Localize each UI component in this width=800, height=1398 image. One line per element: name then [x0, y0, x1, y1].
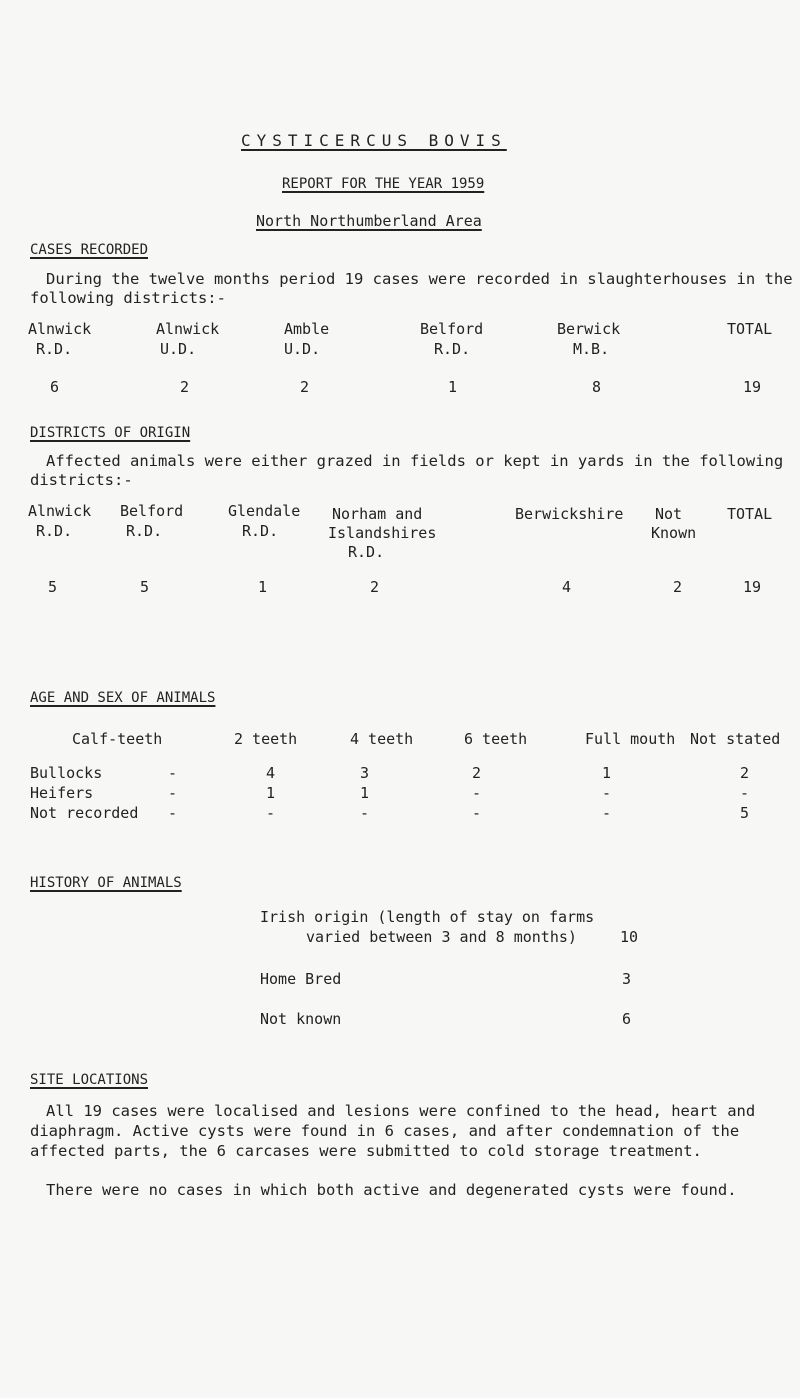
age-header-4-teeth: 4 teeth [350, 730, 414, 748]
origin-col-6-value: 2 [673, 578, 683, 596]
cases-col-1-value: 6 [50, 378, 60, 396]
age-cell: 1 [266, 784, 276, 802]
origin-col-4-label-2: Islandshires [328, 524, 437, 542]
cases-intro-line-2: following districts:- [30, 289, 226, 307]
origin-col-7-value: 19 [743, 578, 762, 596]
site-para-line-3: affected parts, the 6 carcases were submitted to cold storage treatment. [30, 1142, 702, 1160]
origin-col-1-label-1: Alnwick [28, 502, 92, 520]
age-cell: - [602, 804, 612, 822]
history-not-known-label: Not known [260, 1010, 342, 1028]
history-home-bred-label: Home Bred [260, 970, 342, 988]
history-home-bred-value: 3 [622, 970, 632, 988]
document-title: CYSTICERCUS BOVIS [241, 131, 507, 150]
origin-col-2-label-1: Belford [120, 502, 184, 520]
cases-col-5-label-2: M.B. [573, 340, 610, 358]
age-cell: - [472, 804, 482, 822]
origin-intro-line-1: Affected animals were either grazed in fields or kept in yards in the following [46, 452, 784, 470]
cases-col-6-value: 19 [743, 378, 762, 396]
cases-col-2-label-1: Alnwick [156, 320, 220, 338]
cases-col-2-value: 2 [180, 378, 190, 396]
age-cell: - [472, 784, 482, 802]
report-year: REPORT FOR THE YEAR 1959 [282, 176, 485, 192]
age-cell: 5 [740, 804, 750, 822]
origin-col-1-label-2: R.D. [36, 522, 73, 540]
age-row-label: Heifers [30, 784, 94, 802]
origin-col-3-value: 1 [258, 578, 268, 596]
age-cell: - [266, 804, 276, 822]
history-irish-line-2: varied between 3 and 8 months) [306, 928, 577, 946]
site-para-line-2: diaphragm. Active cysts were found in 6 cases, and after condemnation of the [30, 1122, 740, 1140]
origin-col-6-label-2: Known [651, 524, 697, 542]
cases-intro-line-1: During the twelve months period 19 cases were recorded in slaughterhouses in the [46, 270, 793, 288]
cases-col-5-value: 8 [592, 378, 602, 396]
history-irish-value: 10 [620, 928, 639, 946]
age-cell: - [168, 804, 178, 822]
age-cell: 1 [360, 784, 370, 802]
age-cell: 4 [266, 764, 276, 782]
age-cell: - [168, 784, 178, 802]
cases-col-4-label-1: Belford [420, 320, 484, 338]
origin-col-1-value: 5 [48, 578, 58, 596]
origin-col-3-label-2: R.D. [242, 522, 279, 540]
origin-intro-line-2: districts:- [30, 471, 133, 489]
origin-col-6-label-1: Not [655, 505, 683, 523]
section-heading-origin: DISTRICTS OF ORIGIN [30, 425, 191, 441]
origin-col-5-label-1: Berwickshire [515, 505, 624, 523]
age-cell: - [168, 764, 178, 782]
age-cell: 2 [472, 764, 482, 782]
age-cell: - [360, 804, 370, 822]
cases-col-6-label-1: TOTAL [727, 320, 773, 338]
age-header-not-stated: Not stated [690, 730, 781, 748]
cases-col-1-label-2: R.D. [36, 340, 73, 358]
cases-col-5-label-1: Berwick [557, 320, 621, 338]
cases-col-3-value: 2 [300, 378, 310, 396]
site-para-line-4: There were no cases in which both active and degenerated cysts were found. [46, 1181, 737, 1199]
section-heading-history: HISTORY OF ANIMALS [30, 875, 182, 891]
age-row-label: Bullocks [30, 764, 103, 782]
origin-col-2-value: 5 [140, 578, 150, 596]
area-name: North Northumberland Area [256, 212, 482, 230]
origin-col-7-label-1: TOTAL [727, 505, 773, 523]
age-cell: - [740, 784, 750, 802]
cases-col-2-label-2: U.D. [160, 340, 197, 358]
cases-col-3-label-2: U.D. [284, 340, 321, 358]
origin-col-4-label-1: Norham and [332, 505, 423, 523]
age-header-calf-teeth: Calf-teeth [72, 730, 163, 748]
cases-col-4-label-2: R.D. [434, 340, 471, 358]
origin-col-3-label-1: Glendale [228, 502, 301, 520]
section-heading-age-sex: AGE AND SEX OF ANIMALS [30, 690, 216, 706]
section-heading-cases: CASES RECORDED [30, 242, 149, 258]
age-header-2-teeth: 2 teeth [234, 730, 298, 748]
age-cell: 1 [602, 764, 612, 782]
cases-col-4-value: 1 [448, 378, 458, 396]
history-not-known-value: 6 [622, 1010, 632, 1028]
site-para-line-1: All 19 cases were localised and lesions were confined to the head, heart and [46, 1102, 756, 1120]
origin-col-5-value: 4 [562, 578, 572, 596]
cases-col-1-label-1: Alnwick [28, 320, 92, 338]
age-cell: 2 [740, 764, 750, 782]
age-header-6-teeth: 6 teeth [464, 730, 528, 748]
age-cell: 3 [360, 764, 370, 782]
age-row-label: Not recorded [30, 804, 139, 822]
history-irish-line-1: Irish origin (length of stay on farms [260, 908, 595, 926]
section-heading-site: SITE LOCATIONS [30, 1072, 149, 1088]
cases-col-3-label-1: Amble [284, 320, 330, 338]
origin-col-4-value: 2 [370, 578, 380, 596]
age-cell: - [602, 784, 612, 802]
age-header-full-mouth: Full mouth [585, 730, 676, 748]
origin-col-4-label-3: R.D. [348, 543, 385, 561]
origin-col-2-label-2: R.D. [126, 522, 163, 540]
